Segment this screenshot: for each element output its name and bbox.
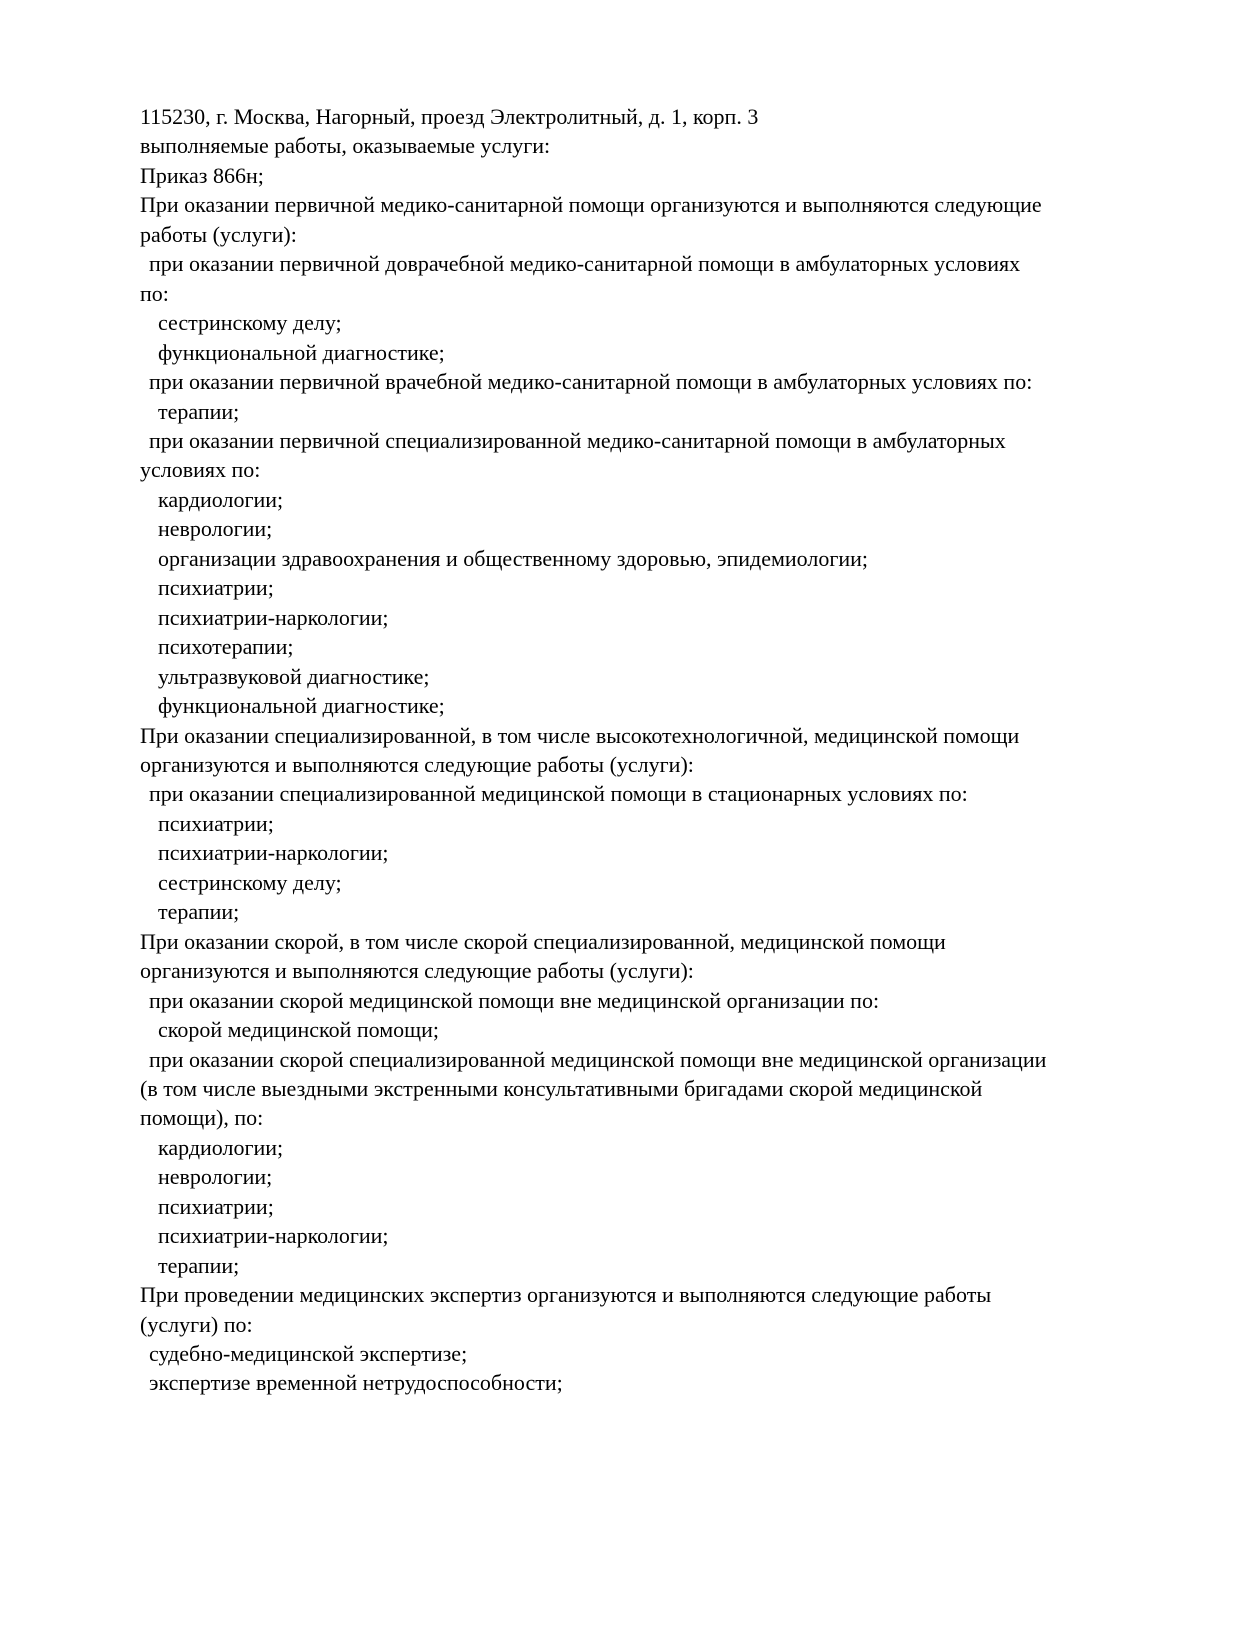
document-line: кардиологии; bbox=[158, 1134, 284, 1160]
document-line: при оказании скорой медицинской помощи вне медицинской организации по: bbox=[149, 987, 880, 1013]
document-line: при оказании первичной врачебной медико-санитарной помощи в амбулаторных условиях по: bbox=[149, 369, 1033, 395]
document-line: При проведении медицинских экспертиз организуются и выполняются следующие работы bbox=[140, 1282, 992, 1308]
document-line: функциональной диагностике; bbox=[158, 339, 445, 365]
document-line: экспертизе временной нетрудоспособности; bbox=[149, 1370, 563, 1396]
document-line: при оказании скорой специализированной медицинской помощи вне медицинской организации bbox=[149, 1046, 1047, 1072]
document-line: психиатрии; bbox=[158, 1193, 274, 1219]
document-line: психиатрии-наркологии; bbox=[158, 604, 389, 630]
document-line: неврологии; bbox=[158, 1164, 273, 1190]
document-line: психотерапии; bbox=[158, 634, 294, 660]
document-line: скорой медицинской помощи; bbox=[158, 1017, 440, 1043]
document-line: 115230, г. Москва, Нагорный, проезд Электролитный, д. 1, корп. 3 bbox=[140, 104, 759, 129]
document-text bbox=[140, 102, 1046, 1398]
document-line: организуются и выполняются следующие работы (услуги): bbox=[140, 958, 694, 984]
document-line: При оказании скорой, в том числе скорой специализированной, медицинской помощи bbox=[140, 928, 946, 954]
document-line: При оказании первичной медико-санитарной помощи организуются и выполняются следующие bbox=[140, 192, 1042, 218]
document-line: при оказании первичной специализированной медико-санитарной помощи в амбулаторных bbox=[149, 427, 1006, 453]
document-line: организации здравоохранения и общественному здоровью, эпидемиологии; bbox=[158, 545, 869, 571]
document-line: выполняемые работы, оказываемые услуги: bbox=[140, 133, 551, 159]
document-line: психиатрии-наркологии; bbox=[158, 1223, 389, 1249]
document-line: психиатрии; bbox=[158, 810, 274, 836]
document-line: кардиологии; bbox=[158, 486, 284, 512]
document-line: неврологии; bbox=[158, 516, 273, 542]
document-line: (в том числе выездными экстренными консультативными бригадами скорой медицинской bbox=[140, 1075, 983, 1101]
document-line: по: bbox=[140, 280, 169, 306]
document-line: При оказании специализированной, в том числе высокотехнологичной, медицинской помощи bbox=[140, 722, 1020, 748]
document-line: терапии; bbox=[158, 1252, 240, 1278]
document-line: психиатрии; bbox=[158, 575, 274, 601]
document-line: функциональной диагностике; bbox=[158, 693, 445, 719]
document-line: ультразвуковой диагностике; bbox=[158, 663, 430, 689]
document-line: судебно-медицинской экспертизе; bbox=[149, 1341, 468, 1367]
document-line: при оказании первичной доврачебной медико-санитарной помощи в амбулаторных условиях bbox=[149, 251, 1021, 277]
document-line: при оказании специализированной медицинской помощи в стационарных условиях по: bbox=[149, 781, 968, 807]
document-line: терапии; bbox=[158, 899, 240, 925]
document-line: условиях по: bbox=[140, 457, 261, 483]
document-line: организуются и выполняются следующие работы (услуги): bbox=[140, 751, 694, 777]
document-line: (услуги) по: bbox=[140, 1311, 253, 1337]
document-line: терапии; bbox=[158, 398, 240, 424]
document-line: Приказ 866н; bbox=[140, 162, 264, 188]
document-line: психиатрии-наркологии; bbox=[158, 840, 389, 866]
document-line: помощи), по: bbox=[140, 1105, 264, 1131]
document-line: сестринскому делу; bbox=[158, 310, 342, 336]
document-line: работы (услуги): bbox=[140, 221, 297, 247]
document-line: сестринскому делу; bbox=[158, 869, 342, 895]
